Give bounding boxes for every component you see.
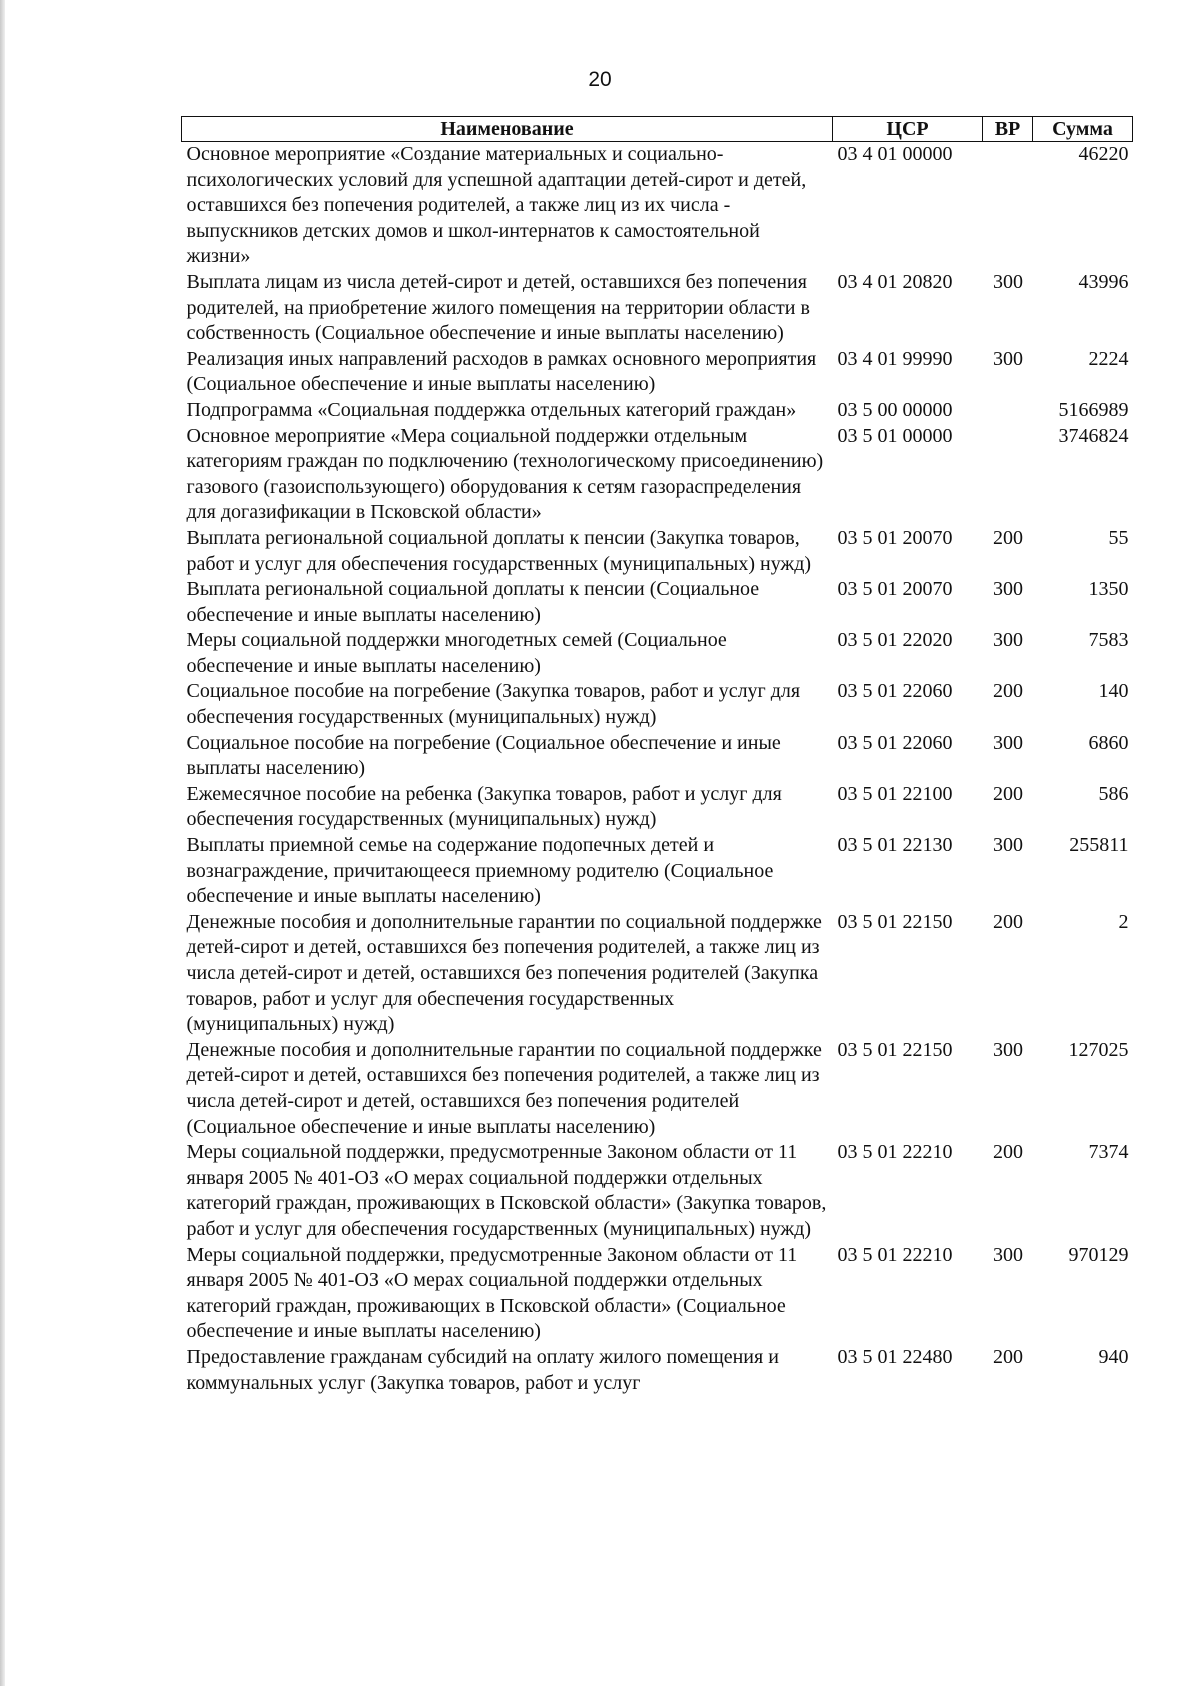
table-body: [182, 142, 1133, 1397]
row-vr: [983, 398, 1033, 424]
table-row: [182, 731, 1133, 782]
row-vr: 300: [993, 834, 1023, 857]
row-csr: 03 4 01 20820: [837, 270, 953, 293]
row-csr: 03 5 01 22060: [837, 731, 953, 754]
table-row: [182, 270, 1133, 347]
row-vr: [983, 424, 1033, 526]
row-name: Выплата региональной социальной доплаты к пенсии (Закупка товаров, работ и услуг для обеспечения государственных (муниципальных) нужд): [186, 526, 812, 575]
table-row: [182, 1140, 1133, 1242]
table-row: [182, 679, 1133, 730]
row-name: Меры социальной поддержки, предусмотренные Законом области от 11 января 2005 № 401-ОЗ «О мерах социальной поддержки отдельных категорий граждан, проживающих в Псковской области» (Социальное обеспечение и иные выплаты населению): [186, 1243, 798, 1343]
header-vr: ВР: [983, 117, 1033, 142]
row-name: Денежные пособия и дополнительные гарантии по социальной поддержке детей-сирот и детей, оставшихся без попечения родителей, а также лиц из числа детей-сирот и детей, оставшихся без попечения родителей (Социальное обеспечение и иные выплаты населению): [186, 1038, 822, 1138]
table-row: [182, 1243, 1133, 1345]
table-row: [182, 142, 1133, 270]
row-vr: [983, 142, 1033, 270]
table-header-row: [182, 117, 1133, 142]
row-sum: 140: [1098, 680, 1129, 703]
header-name: Наименование: [182, 117, 833, 142]
header-csr: ЦСР: [833, 117, 983, 142]
row-csr: 03 5 00 00000: [837, 398, 953, 421]
row-name: Меры социальной поддержки, предусмотренные Законом области от 11 января 2005 № 401-ОЗ «О мерах социальной поддержки отдельных категорий граждан, проживающих в Псковской области» (Закупка товаров, работ и услуг для обеспечения государственных (муниципальных) нужд): [186, 1141, 827, 1240]
row-name: Предоставление гражданам субсидий на оплату жилого помещения и коммунальных услуг (Закупка товаров, работ и услуг: [186, 1345, 779, 1394]
budget-table: [181, 116, 1133, 1396]
row-csr: 03 5 01 00000: [837, 424, 953, 447]
row-sum: 46220: [1078, 143, 1129, 165]
row-csr: 03 5 01 20070: [837, 578, 953, 601]
table-row: [182, 910, 1133, 1038]
row-name: Денежные пособия и дополнительные гарантии по социальной поддержке детей-сирот и детей, оставшихся без попечения родителей, а также лиц из числа детей-сирот и детей, оставшихся без попечения родителей (Закупка товаров, работ и услуг для обеспечения государственных (муниципальных) нужд): [186, 910, 822, 1036]
table-row: [182, 833, 1133, 910]
row-sum: 5166989: [1058, 398, 1129, 421]
scan-edge: [0, 0, 5, 1686]
row-csr: 03 5 01 22480: [837, 1345, 953, 1368]
header-sum: Сумма: [1033, 117, 1133, 142]
row-csr: 03 5 01 22060: [837, 680, 953, 703]
row-name: Реализация иных направлений расходов в рамках основного мероприятия (Социальное обеспечение и иные выплаты населению): [186, 347, 817, 396]
row-sum: 3746824: [1058, 424, 1129, 447]
page-number: 20: [588, 68, 612, 91]
row-sum: 127025: [1068, 1038, 1129, 1061]
row-sum: 586: [1098, 782, 1129, 805]
table-row: [182, 628, 1133, 679]
table-row: [182, 782, 1133, 833]
table-row: [182, 577, 1133, 628]
row-csr: 03 5 01 22130: [837, 834, 953, 857]
row-csr: 03 4 01 99990: [837, 347, 953, 370]
row-vr: 200: [993, 910, 1023, 933]
row-sum: 55: [1108, 526, 1129, 549]
row-csr: 03 5 01 22020: [837, 629, 953, 652]
table-row: [182, 347, 1133, 398]
row-name: Выплата лицам из числа детей-сирот и детей, оставшихся без попечения родителей, на приобретение жилого помещения на территории области в собственность (Социальное обеспечение и иные выплаты населению): [186, 270, 810, 345]
row-sum: 255811: [1069, 834, 1129, 857]
row-csr: 03 4 01 00000: [837, 143, 953, 165]
row-name: Подпрограмма «Социальная поддержка отдельных категорий граждан»: [186, 398, 797, 421]
row-name: Выплаты приемной семье на содержание подопечных детей и вознаграждение, причитающееся приемному родителю (Социальное обеспечение и иные выплаты населению): [186, 834, 774, 908]
row-sum: 6860: [1088, 731, 1129, 754]
row-vr: 300: [993, 578, 1023, 601]
table-row: [182, 1345, 1133, 1396]
row-name: Меры социальной поддержки многодетных семей (Социальное обеспечение и иные выплаты населению): [186, 629, 727, 677]
row-csr: 03 5 01 22150: [837, 910, 953, 933]
row-vr: 300: [993, 629, 1023, 652]
row-name: Ежемесячное пособие на ребенка (Закупка товаров, работ и услуг для обеспечения государственных (муниципальных) нужд): [186, 782, 782, 831]
row-name: Социальное пособие на погребение (Закупка товаров, работ и услуг для обеспечения государственных (муниципальных) нужд): [186, 680, 801, 729]
row-csr: 03 5 01 20070: [837, 526, 953, 549]
row-sum: 43996: [1078, 270, 1129, 293]
row-csr: 03 5 01 22210: [837, 1141, 953, 1164]
row-csr: 03 5 01 22210: [837, 1243, 953, 1266]
row-csr: 03 5 01 22150: [837, 1038, 953, 1061]
row-vr: 300: [993, 347, 1023, 370]
row-sum: 2: [1118, 910, 1129, 933]
table-row: [182, 398, 1133, 424]
row-name: Социальное пособие на погребение (Социальное обеспечение и иные выплаты населению): [186, 731, 781, 780]
row-sum: 1350: [1088, 578, 1129, 601]
row-vr: 300: [993, 270, 1023, 293]
row-sum: 7374: [1088, 1141, 1129, 1164]
row-vr: 300: [993, 1038, 1023, 1061]
row-sum: 2224: [1088, 347, 1129, 370]
table-row: [182, 1038, 1133, 1140]
row-vr: 200: [993, 1141, 1023, 1164]
row-vr: 300: [993, 731, 1023, 754]
row-name: Выплата региональной социальной доплаты к пенсии (Социальное обеспечение и иные выплаты населению): [186, 578, 760, 626]
row-sum: 7583: [1088, 629, 1129, 652]
row-vr: 300: [993, 1243, 1023, 1266]
row-name: Основное мероприятие «Мера социальной поддержки отдельным категориям граждан по подключению (технологическому присоединению) газового (газоиспользующего) оборудования к сетям газораспределения для догазификации в Псковской области»: [186, 424, 824, 524]
row-vr: 200: [993, 526, 1023, 549]
row-vr: 200: [993, 782, 1023, 805]
table-row: [182, 424, 1133, 526]
table-row: [182, 526, 1133, 577]
row-vr: 200: [993, 1345, 1023, 1368]
row-vr: 200: [993, 680, 1023, 703]
row-name: Основное мероприятие «Создание материальных и социально-психологических условий для успешной адаптации детей-сирот и детей, оставшихся без попечения родителей, а также лиц из их числа - выпускников детских домов и школ-интернатов к самостоятельной жизни»: [186, 143, 807, 268]
row-sum: 940: [1098, 1345, 1129, 1368]
row-sum: 970129: [1068, 1243, 1129, 1266]
row-csr: 03 5 01 22100: [837, 782, 953, 805]
